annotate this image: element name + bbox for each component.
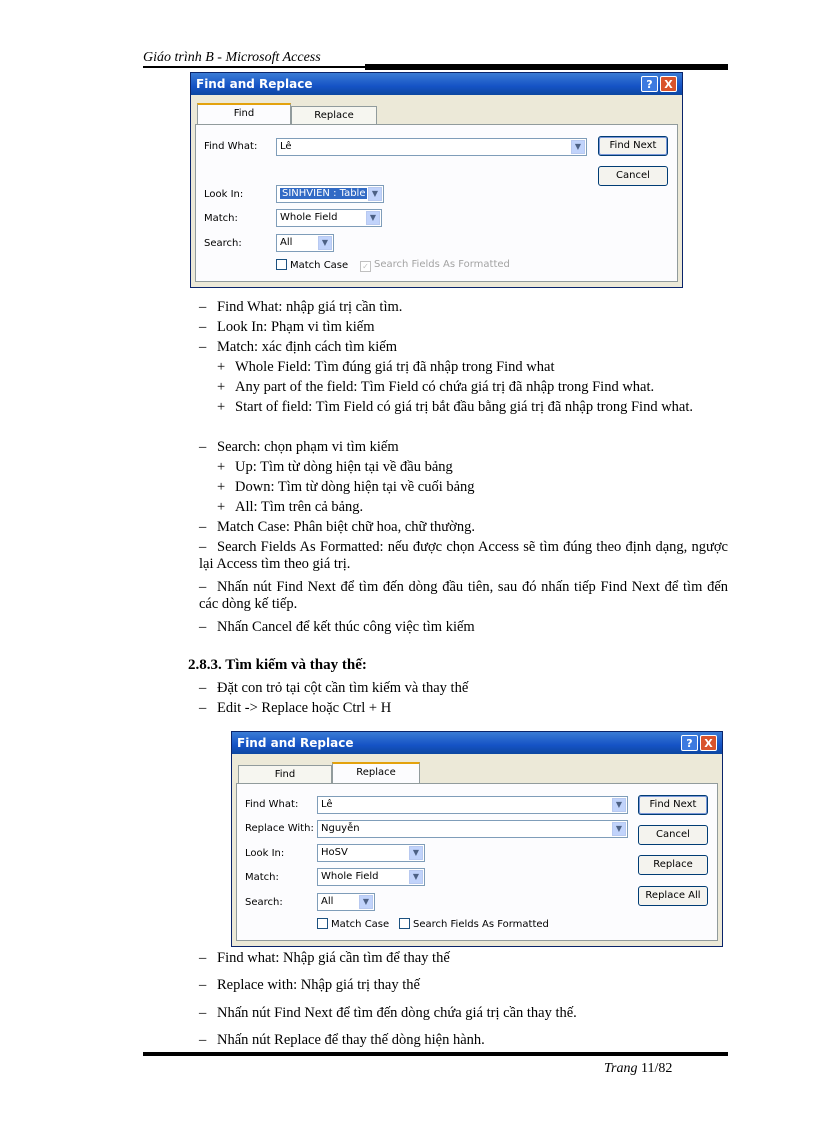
match-combo[interactable] — [276, 209, 382, 227]
list-item: + Any part of the field: Tìm Field có chứa giá trị đã nhập trong Find what. — [217, 379, 655, 395]
tab-replace[interactable]: Replace — [332, 762, 420, 783]
list-item: – Search Fields As Formatted: nếu được chọn Access sẽ tìm đúng theo định dạng, ngược lại Access tìm theo giá trị. — [199, 539, 728, 572]
list-item: – Nhấn nút Find Next để tìm đến dòng đầu tiên, sau đó nhấn tiếp Find Next để tìm đến các dòng kế tiếp. — [199, 579, 728, 612]
match-value: Whole Field — [280, 212, 338, 223]
tab-find[interactable]: Find — [238, 765, 332, 783]
look-in-value: SINHVIEN : Table — [282, 188, 366, 199]
list-item: + All: Tìm trên cả bảng. — [217, 499, 364, 515]
footer-rule — [143, 1052, 728, 1056]
find-what-label: Find What: — [245, 799, 299, 810]
match-label: Match: — [245, 872, 279, 883]
list-item: – Nhấn nút Find Next để tìm đến dòng chứa giá trị cần thay thế. — [199, 1005, 577, 1021]
search-label: Search: — [204, 238, 242, 249]
dialog-title: Find and Replace — [196, 77, 313, 91]
document-header: Giáo trình B - Microsoft Access — [143, 50, 321, 65]
look-in-value: HoSV — [321, 847, 348, 858]
search-label: Search: — [245, 897, 283, 908]
search-formatted-checkbox — [360, 259, 510, 272]
list-item: – Nhấn nút Replace để thay thế dòng hiện hành. — [199, 1032, 485, 1048]
find-what-value: Lê — [280, 141, 292, 152]
checkbox-box[interactable] — [399, 918, 410, 929]
tab-panel — [195, 124, 678, 282]
list-item: + Up: Tìm từ dòng hiện tại về đầu bảng — [217, 459, 453, 475]
close-icon[interactable]: X — [700, 735, 717, 751]
list-item: – Match Case: Phân biệt chữ hoa, chữ thường. — [199, 519, 475, 535]
list-item: – Nhấn Cancel để kết thúc công việc tìm kiếm — [199, 619, 475, 635]
dialog-title-bar — [191, 73, 682, 95]
help-icon[interactable]: ? — [641, 76, 658, 92]
cancel-button[interactable]: Cancel — [638, 825, 708, 845]
list-item: + Start of field: Tìm Field có giá trị bắt đầu bằng giá trị đã nhập trong Find what. — [217, 399, 694, 415]
replace-button[interactable]: Replace — [638, 855, 708, 875]
match-case-label: Match Case — [290, 260, 349, 271]
tab-find[interactable]: Find — [197, 103, 291, 124]
list-item: – Replace with: Nhập giá trị thay thế — [199, 977, 420, 993]
replace-with-label: Replace With: — [245, 823, 314, 834]
checkbox-box[interactable] — [276, 259, 287, 270]
look-in-label: Look In: — [204, 189, 244, 200]
match-case-checkbox[interactable] — [276, 259, 348, 272]
cancel-button[interactable]: Cancel — [598, 166, 668, 186]
find-what-combo[interactable] — [317, 796, 628, 814]
search-formatted-label: Search Fields As Formatted — [413, 919, 549, 930]
chevron-down-icon[interactable]: ▼ — [409, 846, 423, 860]
list-item: – Find what: Nhập giá cần tìm để thay thế — [199, 950, 450, 966]
replace-with-value: Nguyễn — [321, 823, 360, 834]
chevron-down-icon[interactable]: ▼ — [612, 822, 626, 836]
list-item: + Down: Tìm từ dòng hiện tại về cuối bảng — [217, 479, 475, 495]
find-next-button[interactable]: Find Next — [598, 136, 668, 156]
list-item: + Whole Field: Tìm đúng giá trị đã nhập trong Find what — [217, 359, 555, 375]
find-next-button[interactable]: Find Next — [638, 795, 708, 815]
search-value: All — [321, 896, 334, 907]
match-value: Whole Field — [321, 871, 379, 882]
search-formatted-label: Search Fields As Formatted — [374, 259, 510, 270]
chevron-down-icon[interactable]: ▼ — [409, 870, 423, 884]
find-what-combo[interactable] — [276, 138, 587, 156]
section-heading: 2.8.3. Tìm kiếm và thay thế: — [188, 657, 367, 673]
list-item: – Search: chọn phạm vi tìm kiếm — [199, 439, 399, 455]
header-rule-thick — [365, 64, 728, 70]
look-in-label: Look In: — [245, 848, 285, 859]
find-what-label: Find What: — [204, 141, 258, 152]
search-combo[interactable] — [276, 234, 334, 252]
match-case-label: Match Case — [331, 919, 390, 930]
list-item: – Match: xác định cách tìm kiếm — [199, 339, 397, 355]
tab-replace[interactable]: Replace — [291, 106, 377, 124]
match-combo[interactable] — [317, 868, 425, 886]
chevron-down-icon[interactable]: ▼ — [571, 140, 585, 154]
checkbox-box[interactable] — [317, 918, 328, 929]
chevron-down-icon[interactable]: ▼ — [359, 895, 373, 909]
chevron-down-icon[interactable]: ▼ — [318, 236, 332, 250]
help-icon[interactable]: ? — [681, 735, 698, 751]
page-number: Trang 11/82 — [604, 1061, 673, 1076]
look-in-combo[interactable] — [276, 185, 384, 203]
replace-all-button[interactable]: Replace All — [638, 886, 708, 906]
dialog-title: Find and Replace — [237, 736, 354, 750]
dialog-title-bar — [232, 732, 722, 754]
chevron-down-icon[interactable]: ▼ — [368, 187, 382, 201]
tab-panel — [236, 783, 718, 941]
find-replace-dialog-find — [190, 72, 683, 288]
find-replace-dialog-replace — [231, 731, 723, 947]
chevron-down-icon[interactable]: ▼ — [612, 798, 626, 812]
list-item: – Find What: nhập giá trị cần tìm. — [199, 299, 403, 315]
look-in-combo[interactable] — [317, 844, 425, 862]
checkbox-box: ✓ — [360, 261, 371, 272]
list-item: – Edit -> Replace hoặc Ctrl + H — [199, 700, 392, 716]
close-icon[interactable]: X — [660, 76, 677, 92]
chevron-down-icon[interactable]: ▼ — [366, 211, 380, 225]
search-formatted-checkbox[interactable] — [399, 918, 549, 931]
list-item: – Look In: Phạm vi tìm kiếm — [199, 319, 375, 335]
find-what-value: Lê — [321, 799, 333, 810]
match-label: Match: — [204, 213, 238, 224]
search-combo[interactable] — [317, 893, 375, 911]
list-item: – Đặt con trỏ tại cột cần tìm kiếm và thay thế — [199, 680, 469, 696]
match-case-checkbox[interactable] — [317, 918, 389, 931]
replace-with-combo[interactable] — [317, 820, 628, 838]
search-value: All — [280, 237, 293, 248]
